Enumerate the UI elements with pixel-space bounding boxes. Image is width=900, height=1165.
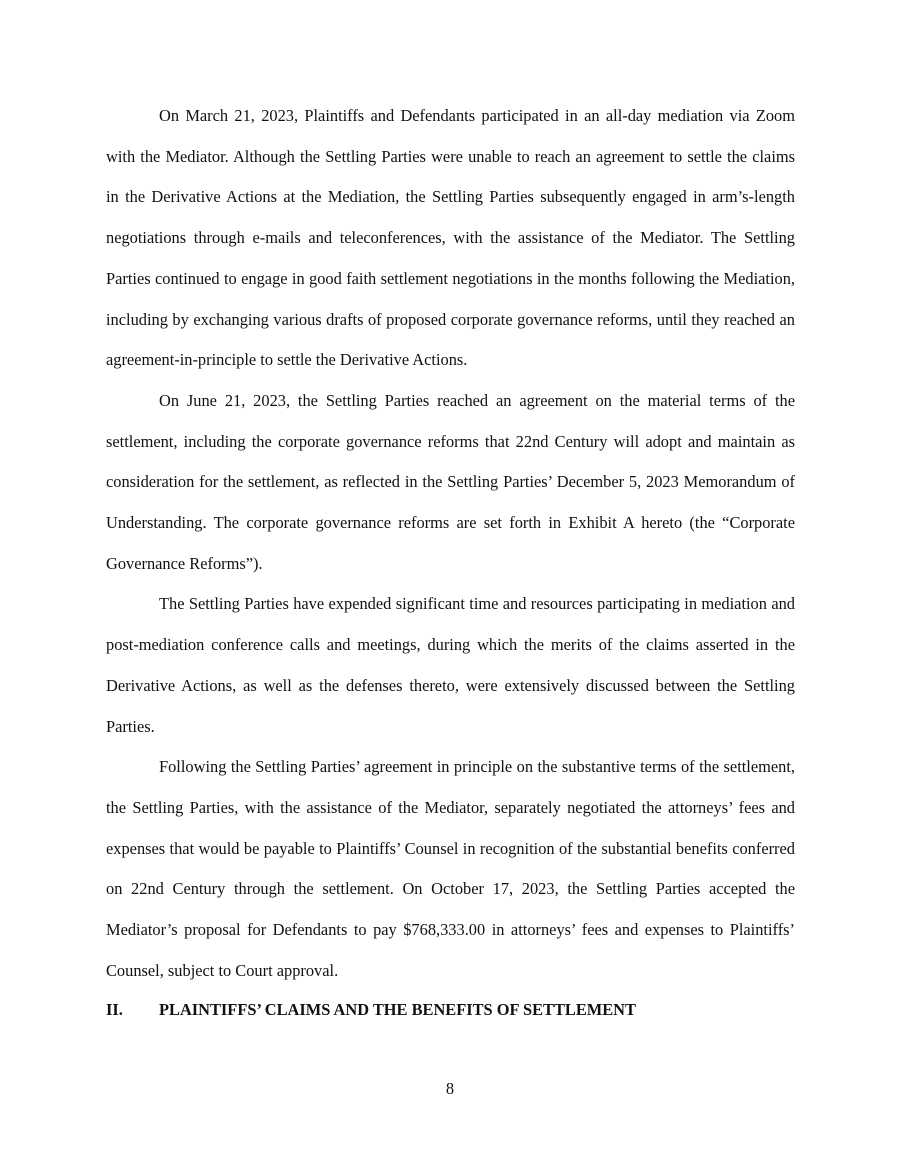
section-heading xyxy=(106,990,795,1031)
section-number: II. xyxy=(106,1000,123,1019)
paragraph-fees: Following the Settling Parties’ agreement in principle on the substantive terms of the settlement, the Settling Parties, with the assistance of the Mediator, separately negotiated the attorneys’ fees and expenses that would be payable to Plaintiffs’ Counsel in recognition of the substantial benefits conferred on 22nd Century through the settlement. On October 17, 2023, the Settling Parties accepted the Mediator’s proposal for Defendants to pay $768,333.00 in attorneys’ fees and expenses to Plaintiffs’ Counsel, subject to Court approval. xyxy=(106,757,795,980)
paragraph-mediation: On March 21, 2023, Plaintiffs and Defendants participated in an all-day mediation via Zoom with the Mediator. Although the Settling Parties were unable to reach an agreement to settle the claims in the Derivative Actions at the Mediation, the Settling Parties subsequently engaged in arm’s-length negotiations through e-mails and teleconferences, with the assistance of the Mediator. The Settling Parties continued to engage in good faith settlement negotiations in the months following the Mediation, including by exchanging various drafts of proposed corporate governance reforms, until they reached an agreement-in-principle to settle the Derivative Actions. xyxy=(106,106,795,370)
section-title: PLAINTIFFS’ CLAIMS AND THE BENEFITS OF SETTLEMENT xyxy=(159,1000,636,1019)
document-body xyxy=(106,96,795,991)
paragraph-agreement: On June 21, 2023, the Settling Parties reached an agreement on the material terms of the settlement, including the corporate governance reforms that 22nd Century will adopt and maintain as consideration for the settlement, as reflected in the Settling Parties’ December 5, 2023 Memorandum of Understanding. The corporate governance reforms are set forth in Exhibit A hereto (the “Corporate Governance Reforms”). xyxy=(106,390,795,573)
page-number: 8 xyxy=(445,1079,455,1098)
paragraph-efforts: The Settling Parties have expended significant time and resources participating in mediation and post-mediation conference calls and meetings, during which the merits of the claims asserted in the Derivative Actions, as well as the defenses thereto, were extensively discussed between the Settling Parties. xyxy=(106,594,795,736)
